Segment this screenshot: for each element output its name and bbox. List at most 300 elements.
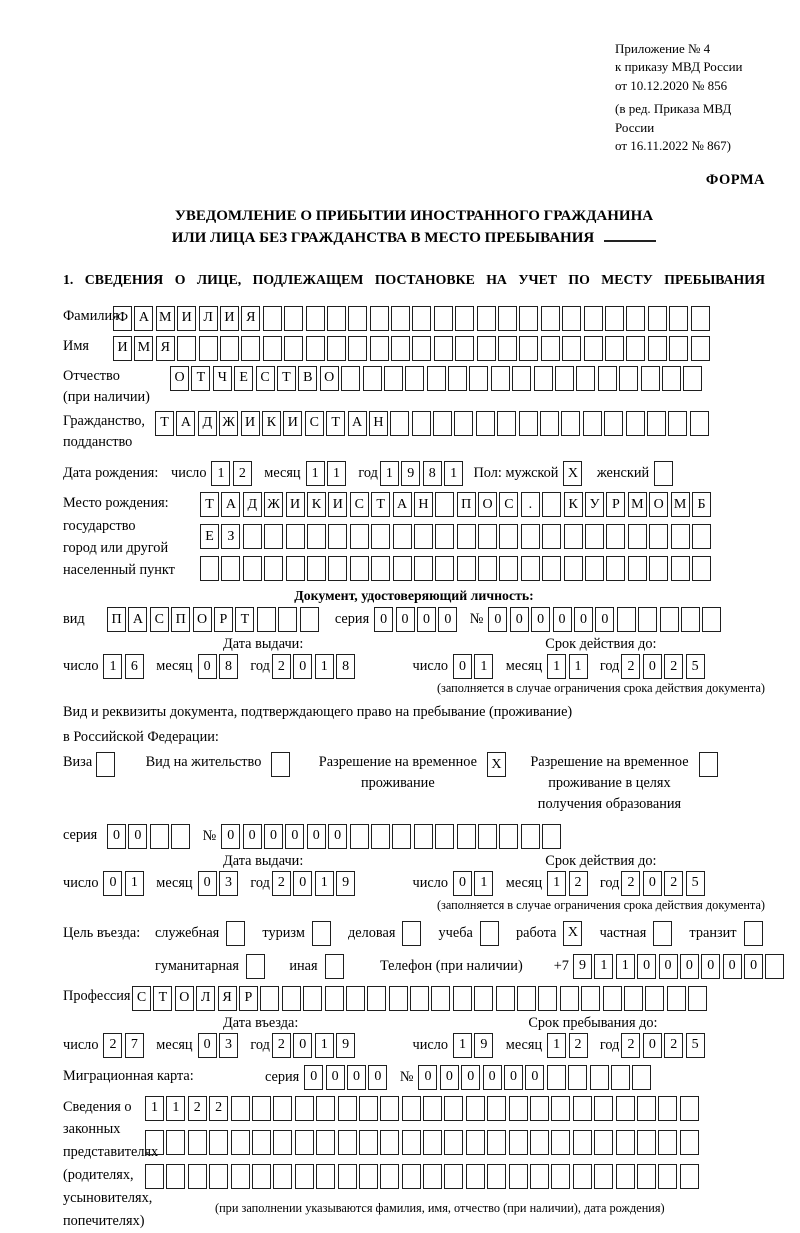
char-box[interactable] [264, 556, 283, 581]
char-box[interactable] [391, 306, 410, 331]
char-box[interactable]: 0 [243, 824, 262, 849]
char-box[interactable] [325, 954, 344, 979]
char-box[interactable]: 2 [664, 654, 683, 679]
char-box[interactable] [619, 366, 638, 391]
char-box[interactable]: 0 [453, 871, 472, 896]
char-box[interactable] [363, 366, 382, 391]
char-box[interactable]: Ж [219, 411, 238, 436]
char-box[interactable] [431, 986, 450, 1011]
char-box[interactable] [410, 986, 429, 1011]
char-box[interactable] [538, 986, 557, 1011]
char-box[interactable] [469, 366, 488, 391]
char-box[interactable] [658, 1130, 677, 1155]
char-box[interactable]: Р [606, 492, 625, 517]
char-box[interactable] [150, 824, 169, 849]
char-box[interactable]: Ч [213, 366, 232, 391]
char-box[interactable] [350, 824, 369, 849]
char-box[interactable] [263, 306, 282, 331]
char-box[interactable]: 0 [198, 1033, 217, 1058]
char-box[interactable] [542, 556, 561, 581]
char-box[interactable] [662, 366, 681, 391]
char-box[interactable] [402, 921, 421, 946]
char-box[interactable] [327, 306, 346, 331]
char-box[interactable]: 0 [659, 954, 678, 979]
temp-residence-education-checkbox[interactable] [699, 752, 720, 777]
char-box[interactable]: 0 [418, 1065, 437, 1090]
char-box[interactable] [350, 524, 369, 549]
char-box[interactable] [606, 524, 625, 549]
char-box[interactable] [243, 524, 262, 549]
char-box[interactable]: 0 [440, 1065, 459, 1090]
char-box[interactable]: А [134, 306, 153, 331]
char-box[interactable] [626, 306, 645, 331]
char-box[interactable]: А [221, 492, 240, 517]
char-box[interactable] [423, 1096, 442, 1121]
char-box[interactable]: 0 [264, 824, 283, 849]
char-box[interactable] [221, 556, 240, 581]
char-box[interactable] [568, 1065, 587, 1090]
char-box[interactable] [444, 1130, 463, 1155]
char-box[interactable] [328, 524, 347, 549]
char-box[interactable] [359, 1130, 378, 1155]
char-box[interactable]: 0 [221, 824, 240, 849]
char-box[interactable] [680, 1164, 699, 1189]
char-box[interactable] [300, 607, 319, 632]
char-box[interactable] [284, 336, 303, 361]
char-box[interactable]: З [221, 524, 240, 549]
char-box[interactable]: 0 [643, 654, 662, 679]
char-box[interactable] [604, 411, 623, 436]
char-box[interactable]: 1 [547, 654, 566, 679]
purpose-private-checkbox[interactable] [646, 921, 674, 946]
char-box[interactable]: 1 [315, 654, 334, 679]
char-box[interactable]: 2 [103, 1033, 122, 1058]
char-box[interactable] [393, 556, 412, 581]
char-box[interactable]: Я [218, 986, 237, 1011]
char-box[interactable] [530, 1130, 549, 1155]
char-box[interactable] [576, 366, 595, 391]
char-box[interactable] [412, 336, 431, 361]
char-box[interactable]: 0 [328, 824, 347, 849]
char-box[interactable]: О [170, 366, 189, 391]
char-box[interactable]: 9 [573, 954, 592, 979]
char-box[interactable] [683, 366, 702, 391]
char-box[interactable]: Т [155, 411, 174, 436]
char-box[interactable]: Ж [264, 492, 283, 517]
purpose-official-checkbox[interactable] [219, 921, 247, 946]
char-box[interactable]: 2 [188, 1096, 207, 1121]
char-box[interactable] [402, 1130, 421, 1155]
char-box[interactable]: 1 [444, 461, 463, 486]
char-box[interactable]: X [487, 752, 506, 777]
char-box[interactable]: О [175, 986, 194, 1011]
purpose-other-checkbox[interactable] [318, 954, 346, 979]
char-box[interactable] [474, 986, 493, 1011]
char-box[interactable] [252, 1164, 271, 1189]
char-box[interactable]: Т [326, 411, 345, 436]
char-box[interactable] [584, 336, 603, 361]
char-box[interactable] [252, 1130, 271, 1155]
char-box[interactable]: 1 [453, 1033, 472, 1058]
char-box[interactable] [435, 524, 454, 549]
char-box[interactable] [392, 824, 411, 849]
char-box[interactable] [519, 411, 538, 436]
char-box[interactable] [412, 411, 431, 436]
char-box[interactable] [166, 1130, 185, 1155]
char-box[interactable]: В [298, 366, 317, 391]
char-box[interactable] [690, 411, 709, 436]
char-box[interactable] [455, 306, 474, 331]
char-box[interactable]: 0 [368, 1065, 387, 1090]
char-box[interactable] [370, 306, 389, 331]
char-box[interactable]: 0 [595, 607, 614, 632]
char-box[interactable]: 0 [198, 654, 217, 679]
char-box[interactable] [496, 986, 515, 1011]
char-box[interactable] [380, 1130, 399, 1155]
char-box[interactable] [200, 556, 219, 581]
char-box[interactable]: 1 [166, 1096, 185, 1121]
char-box[interactable]: 2 [664, 1033, 683, 1058]
char-box[interactable] [466, 1130, 485, 1155]
char-box[interactable] [626, 336, 645, 361]
char-box[interactable] [145, 1130, 164, 1155]
char-box[interactable] [338, 1096, 357, 1121]
char-box[interactable] [306, 306, 325, 331]
char-box[interactable] [435, 556, 454, 581]
char-box[interactable] [166, 1164, 185, 1189]
temp-residence-checkbox[interactable] [487, 752, 508, 777]
char-box[interactable] [638, 607, 657, 632]
char-box[interactable] [598, 366, 617, 391]
char-box[interactable] [435, 824, 454, 849]
char-box[interactable]: 3 [219, 1033, 238, 1058]
char-box[interactable] [453, 986, 472, 1011]
char-box[interactable] [338, 1130, 357, 1155]
char-box[interactable]: 1 [547, 871, 566, 896]
char-box[interactable]: С [132, 986, 151, 1011]
char-box[interactable]: 2 [233, 461, 252, 486]
char-box[interactable]: Н [414, 492, 433, 517]
char-box[interactable]: А [348, 411, 367, 436]
char-box[interactable] [628, 556, 647, 581]
char-box[interactable] [478, 824, 497, 849]
residence-permit-checkbox[interactable] [271, 752, 292, 777]
purpose-business-checkbox[interactable] [395, 921, 423, 946]
char-box[interactable] [286, 556, 305, 581]
char-box[interactable] [671, 524, 690, 549]
char-box[interactable] [581, 986, 600, 1011]
char-box[interactable]: 0 [461, 1065, 480, 1090]
char-box[interactable] [231, 1096, 250, 1121]
char-box[interactable]: 2 [664, 871, 683, 896]
char-box[interactable] [325, 986, 344, 1011]
char-box[interactable] [616, 1164, 635, 1189]
char-box[interactable]: 0 [107, 824, 126, 849]
char-box[interactable]: 1 [569, 654, 588, 679]
char-box[interactable] [477, 306, 496, 331]
char-box[interactable] [444, 1096, 463, 1121]
char-box[interactable] [380, 1164, 399, 1189]
char-box[interactable] [348, 336, 367, 361]
char-box[interactable] [497, 411, 516, 436]
char-box[interactable] [414, 824, 433, 849]
char-box[interactable]: 1 [306, 461, 325, 486]
char-box[interactable]: У [585, 492, 604, 517]
char-box[interactable]: Т [277, 366, 296, 391]
char-box[interactable]: С [499, 492, 518, 517]
char-box[interactable]: Р [214, 607, 233, 632]
char-box[interactable]: М [156, 306, 175, 331]
char-box[interactable] [668, 411, 687, 436]
char-box[interactable]: Д [198, 411, 217, 436]
char-box[interactable]: 6 [125, 654, 144, 679]
char-box[interactable] [389, 986, 408, 1011]
char-box[interactable] [617, 607, 636, 632]
char-box[interactable] [476, 411, 495, 436]
char-box[interactable] [509, 1096, 528, 1121]
char-box[interactable] [209, 1130, 228, 1155]
char-box[interactable] [561, 411, 580, 436]
char-box[interactable]: Л [196, 986, 215, 1011]
char-box[interactable]: С [256, 366, 275, 391]
char-box[interactable]: X [563, 921, 582, 946]
char-box[interactable] [564, 524, 583, 549]
char-box[interactable]: 0 [453, 654, 472, 679]
char-box[interactable]: Я [241, 306, 260, 331]
char-box[interactable] [541, 336, 560, 361]
char-box[interactable] [209, 1164, 228, 1189]
char-box[interactable] [348, 306, 367, 331]
purpose-work-checkbox[interactable] [556, 921, 584, 946]
char-box[interactable] [480, 921, 499, 946]
char-box[interactable] [271, 752, 290, 777]
char-box[interactable]: 2 [569, 1033, 588, 1058]
char-box[interactable]: 2 [621, 871, 640, 896]
char-box[interactable] [231, 1164, 250, 1189]
char-box[interactable]: 0 [701, 954, 720, 979]
char-box[interactable]: 0 [293, 654, 312, 679]
char-box[interactable] [414, 556, 433, 581]
char-box[interactable] [542, 524, 561, 549]
visa-checkbox[interactable] [96, 752, 117, 777]
char-box[interactable]: 9 [336, 871, 355, 896]
char-box[interactable]: 0 [128, 824, 147, 849]
char-box[interactable] [521, 556, 540, 581]
char-box[interactable] [286, 524, 305, 549]
char-box[interactable]: 0 [531, 607, 550, 632]
char-box[interactable] [648, 306, 667, 331]
char-box[interactable] [645, 986, 664, 1011]
char-box[interactable]: И [283, 411, 302, 436]
char-box[interactable] [555, 366, 574, 391]
char-box[interactable] [691, 306, 710, 331]
char-box[interactable] [765, 954, 784, 979]
char-box[interactable] [243, 556, 262, 581]
char-box[interactable]: С [350, 492, 369, 517]
char-box[interactable] [350, 556, 369, 581]
char-box[interactable] [390, 411, 409, 436]
char-box[interactable] [402, 1096, 421, 1121]
char-box[interactable] [530, 1096, 549, 1121]
char-box[interactable] [530, 1164, 549, 1189]
char-box[interactable] [316, 1130, 335, 1155]
char-box[interactable]: И [220, 306, 239, 331]
char-box[interactable]: 1 [315, 1033, 334, 1058]
char-box[interactable] [466, 1164, 485, 1189]
char-box[interactable] [541, 306, 560, 331]
char-box[interactable] [391, 336, 410, 361]
char-box[interactable] [380, 1096, 399, 1121]
char-box[interactable] [648, 336, 667, 361]
char-box[interactable] [647, 411, 666, 436]
char-box[interactable] [562, 306, 581, 331]
char-box[interactable] [487, 1164, 506, 1189]
char-box[interactable] [278, 607, 297, 632]
char-box[interactable]: 0 [285, 824, 304, 849]
char-box[interactable]: 1 [380, 461, 399, 486]
char-box[interactable]: А [176, 411, 195, 436]
char-box[interactable]: Б [692, 492, 711, 517]
char-box[interactable]: 1 [594, 954, 613, 979]
char-box[interactable] [560, 986, 579, 1011]
char-box[interactable] [171, 824, 190, 849]
sex-male-checkbox[interactable] [563, 461, 584, 486]
char-box[interactable] [649, 524, 668, 549]
char-box[interactable] [295, 1096, 314, 1121]
char-box[interactable]: 2 [209, 1096, 228, 1121]
char-box[interactable] [653, 921, 672, 946]
char-box[interactable] [477, 336, 496, 361]
char-box[interactable]: 3 [219, 871, 238, 896]
char-box[interactable]: 0 [553, 607, 572, 632]
char-box[interactable] [611, 1065, 630, 1090]
char-box[interactable] [551, 1164, 570, 1189]
char-box[interactable] [282, 986, 301, 1011]
char-box[interactable]: 1 [616, 954, 635, 979]
char-box[interactable] [562, 336, 581, 361]
char-box[interactable] [263, 336, 282, 361]
char-box[interactable] [306, 336, 325, 361]
char-box[interactable] [423, 1130, 442, 1155]
char-box[interactable] [606, 556, 625, 581]
char-box[interactable]: 0 [103, 871, 122, 896]
char-box[interactable] [423, 1164, 442, 1189]
char-box[interactable]: 1 [103, 654, 122, 679]
char-box[interactable]: 0 [483, 1065, 502, 1090]
char-box[interactable]: А [128, 607, 147, 632]
char-box[interactable] [371, 556, 390, 581]
char-box[interactable] [637, 1130, 656, 1155]
char-box[interactable]: М [671, 492, 690, 517]
char-box[interactable] [457, 556, 476, 581]
char-box[interactable]: 8 [423, 461, 442, 486]
char-box[interactable]: 0 [525, 1065, 544, 1090]
char-box[interactable]: 1 [474, 871, 493, 896]
char-box[interactable] [542, 824, 561, 849]
char-box[interactable] [241, 336, 260, 361]
char-box[interactable] [448, 366, 467, 391]
char-box[interactable]: 0 [198, 871, 217, 896]
char-box[interactable]: 0 [723, 954, 742, 979]
char-box[interactable]: К [307, 492, 326, 517]
char-box[interactable] [434, 336, 453, 361]
char-box[interactable]: 0 [744, 954, 763, 979]
char-box[interactable] [626, 411, 645, 436]
char-box[interactable] [316, 1164, 335, 1189]
char-box[interactable] [699, 752, 718, 777]
char-box[interactable] [327, 336, 346, 361]
char-box[interactable] [517, 986, 536, 1011]
char-box[interactable] [487, 1130, 506, 1155]
char-box[interactable] [328, 556, 347, 581]
char-box[interactable]: О [320, 366, 339, 391]
char-box[interactable] [346, 986, 365, 1011]
char-box[interactable] [681, 607, 700, 632]
char-box[interactable] [435, 492, 454, 517]
char-box[interactable] [384, 366, 403, 391]
char-box[interactable]: 5 [686, 1033, 705, 1058]
char-box[interactable] [246, 954, 265, 979]
char-box[interactable] [590, 1065, 609, 1090]
char-box[interactable] [405, 366, 424, 391]
char-box[interactable] [220, 336, 239, 361]
char-box[interactable]: 9 [474, 1033, 493, 1058]
char-box[interactable] [312, 921, 331, 946]
char-box[interactable] [295, 1164, 314, 1189]
char-box[interactable] [412, 306, 431, 331]
char-box[interactable] [284, 306, 303, 331]
char-box[interactable] [145, 1164, 164, 1189]
char-box[interactable] [573, 1130, 592, 1155]
char-box[interactable]: 0 [304, 1065, 323, 1090]
char-box[interactable]: Т [191, 366, 210, 391]
char-box[interactable] [616, 1096, 635, 1121]
char-box[interactable]: 1 [547, 1033, 566, 1058]
char-box[interactable] [605, 336, 624, 361]
char-box[interactable] [660, 607, 679, 632]
char-box[interactable] [540, 411, 559, 436]
char-box[interactable]: С [150, 607, 169, 632]
char-box[interactable] [264, 524, 283, 549]
char-box[interactable]: И [286, 492, 305, 517]
char-box[interactable]: 0 [374, 607, 393, 632]
char-box[interactable] [260, 986, 279, 1011]
char-box[interactable]: А [393, 492, 412, 517]
char-box[interactable]: 0 [637, 954, 656, 979]
char-box[interactable]: Н [369, 411, 388, 436]
char-box[interactable] [542, 492, 561, 517]
char-box[interactable]: Я [156, 336, 175, 361]
char-box[interactable]: 2 [621, 654, 640, 679]
char-box[interactable] [231, 1130, 250, 1155]
char-box[interactable]: 2 [621, 1033, 640, 1058]
char-box[interactable]: 0 [417, 607, 436, 632]
char-box[interactable]: 0 [643, 1033, 662, 1058]
char-box[interactable] [487, 1096, 506, 1121]
char-box[interactable] [583, 411, 602, 436]
char-box[interactable]: О [193, 607, 212, 632]
char-box[interactable] [744, 921, 763, 946]
char-box[interactable] [519, 336, 538, 361]
char-box[interactable] [303, 986, 322, 1011]
char-box[interactable] [624, 986, 643, 1011]
char-box[interactable] [177, 336, 196, 361]
char-box[interactable] [667, 986, 686, 1011]
char-box[interactable] [547, 1065, 566, 1090]
char-box[interactable]: 1 [327, 461, 346, 486]
char-box[interactable]: 1 [211, 461, 230, 486]
char-box[interactable] [498, 336, 517, 361]
